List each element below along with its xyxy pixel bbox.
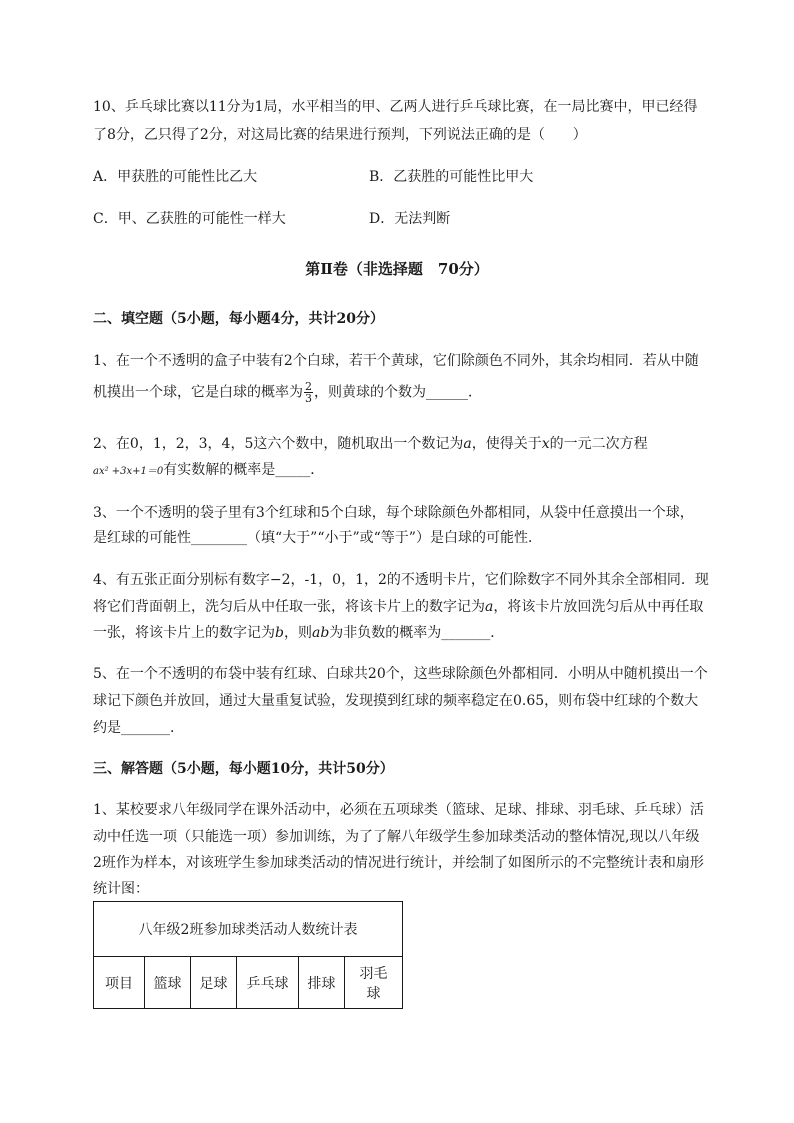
s1-line1: 1、某校要求八年级同学在课外活动中，必须在五项球类（篮球、足球、排球、羽毛球、乒乓球）活 xyxy=(93,802,704,818)
s1-line3: 2班作为样本，对该班学生参加球类活动的情况进行统计，并绘制了如图所示的不完整统计表和扇形 xyxy=(93,855,704,871)
f3-line1: 3、一个不透明的袋子里有3个红球和5个白球，每个球除颜色外都相同，从袋中任意摸出一个球， xyxy=(93,505,694,521)
f1-line2 xyxy=(93,381,482,404)
f1-line2-pre: 机摸出一个球，它是白球的概率为 xyxy=(93,384,303,401)
f3-line2: 是红球的可能性________（填“大于”“小于”或“等于”）是白球的可能性． xyxy=(93,530,542,546)
table-header-cell: 羽毛球 xyxy=(345,957,403,1009)
table-header-row xyxy=(94,957,403,1009)
q10-option-a: A．甲获胜的可能性比乙大 xyxy=(93,169,258,185)
f2-line1-pre: 2、在0，1，2，3，4，5这六个数中，随机取出一个数记为 xyxy=(93,436,464,452)
f4-line2-post: ，将该卡片放回洗匀后从中再任取 xyxy=(493,599,704,615)
f5-line1: 5、在一个不透明的布袋中装有红球、白球共20个，这些球除颜色外都相同．小明从中随机摸出一个 xyxy=(93,666,708,682)
fraction-two-thirds xyxy=(304,381,313,404)
table-caption-row xyxy=(94,902,403,957)
table-header-cell: 足球 xyxy=(191,957,237,1009)
var-ab: ab xyxy=(311,625,330,641)
table-header-cell: 项目 xyxy=(94,957,145,1009)
q10-line1: 10、乒乓球比赛以11分为1局，水平相当的甲、乙两人进行乒乓球比赛，在一局比赛中，甲已经得 xyxy=(93,99,698,115)
var-x: x xyxy=(541,436,550,452)
f2-line1-post: 的一元二次方程 xyxy=(549,436,648,452)
part2-title: 第Ⅱ卷（非选择题 70分） xyxy=(305,260,489,278)
f1-line1: 1、在一个不透明的盒子中装有2个白球，若干个黄球，它们除颜色不同外，其余均相同．若从中随 xyxy=(93,353,699,369)
f2-line2-post: 有实数解的概率是_____． xyxy=(163,462,325,478)
table-header-cell: 篮球 xyxy=(145,957,191,1009)
stats-table xyxy=(93,901,403,1009)
f5-line3: 约是_______． xyxy=(93,720,184,736)
f5-line2: 球记下颜色并放回，通过大量重复试验，发现摸到红球的频率稳定在0.65，则布袋中红球的个数大 xyxy=(93,693,699,709)
q10-option-c: C．甲、乙获胜的可能性一样大 xyxy=(93,211,286,227)
var-a: a xyxy=(485,599,494,615)
f2-line1-mid: ，使得关于 xyxy=(471,436,542,452)
s1-line2: 动中任选一项（只能选一项）参加训练，为了了解八年级学生参加球类活动的整体情况,现以八年级 xyxy=(93,829,700,845)
fraction-denominator: 3 xyxy=(305,392,312,405)
q10-option-b: B．乙获胜的可能性比甲大 xyxy=(369,169,534,185)
fraction-numerator: 2 xyxy=(305,380,312,393)
f2-line1 xyxy=(93,434,648,454)
f1-line2-post: ，则黄球的个数为______． xyxy=(314,384,482,401)
table-header-cell: 乒乓球 xyxy=(237,957,299,1009)
quadratic-equation: ax² +3x+1＝0 xyxy=(93,466,164,477)
table-caption: 八年级2班参加球类活动人数统计表 xyxy=(94,902,403,957)
section3-heading: 三、解答题（5小题，每小题10分，共计50分） xyxy=(93,761,394,777)
f2-line2 xyxy=(93,460,324,482)
f4-line3-post: 为非负数的概率为_______． xyxy=(329,625,505,641)
s1-line4: 统计图： xyxy=(93,881,149,897)
f4-line2-pre: 将它们背面朝上，洗匀后从中任取一张，将该卡片上的数字记为 xyxy=(93,599,485,615)
table-header-cell: 排球 xyxy=(299,957,345,1009)
f4-line3-mid: ，则 xyxy=(283,625,312,641)
q10-option-d: D．无法判断 xyxy=(369,211,451,227)
f4-line3-pre: 一张，将该卡片上的数字记为 xyxy=(93,625,275,641)
f4-line1: 4、有五张正面分别标有数字−2，-1，0，1，2的不透明卡片，它们除数字不同外其余全部相同．现 xyxy=(93,572,709,588)
var-a: a xyxy=(463,436,472,452)
var-b: b xyxy=(275,625,284,641)
f4-line2 xyxy=(93,597,703,617)
section2-heading: 二、填空题（5小题，每小题4分，共计20分） xyxy=(93,311,384,327)
f4-line3 xyxy=(93,623,504,643)
q10-line2: 了8分，乙只得了2分，对这局比赛的结果进行预判，下列说法正确的是（ ） xyxy=(93,127,587,143)
